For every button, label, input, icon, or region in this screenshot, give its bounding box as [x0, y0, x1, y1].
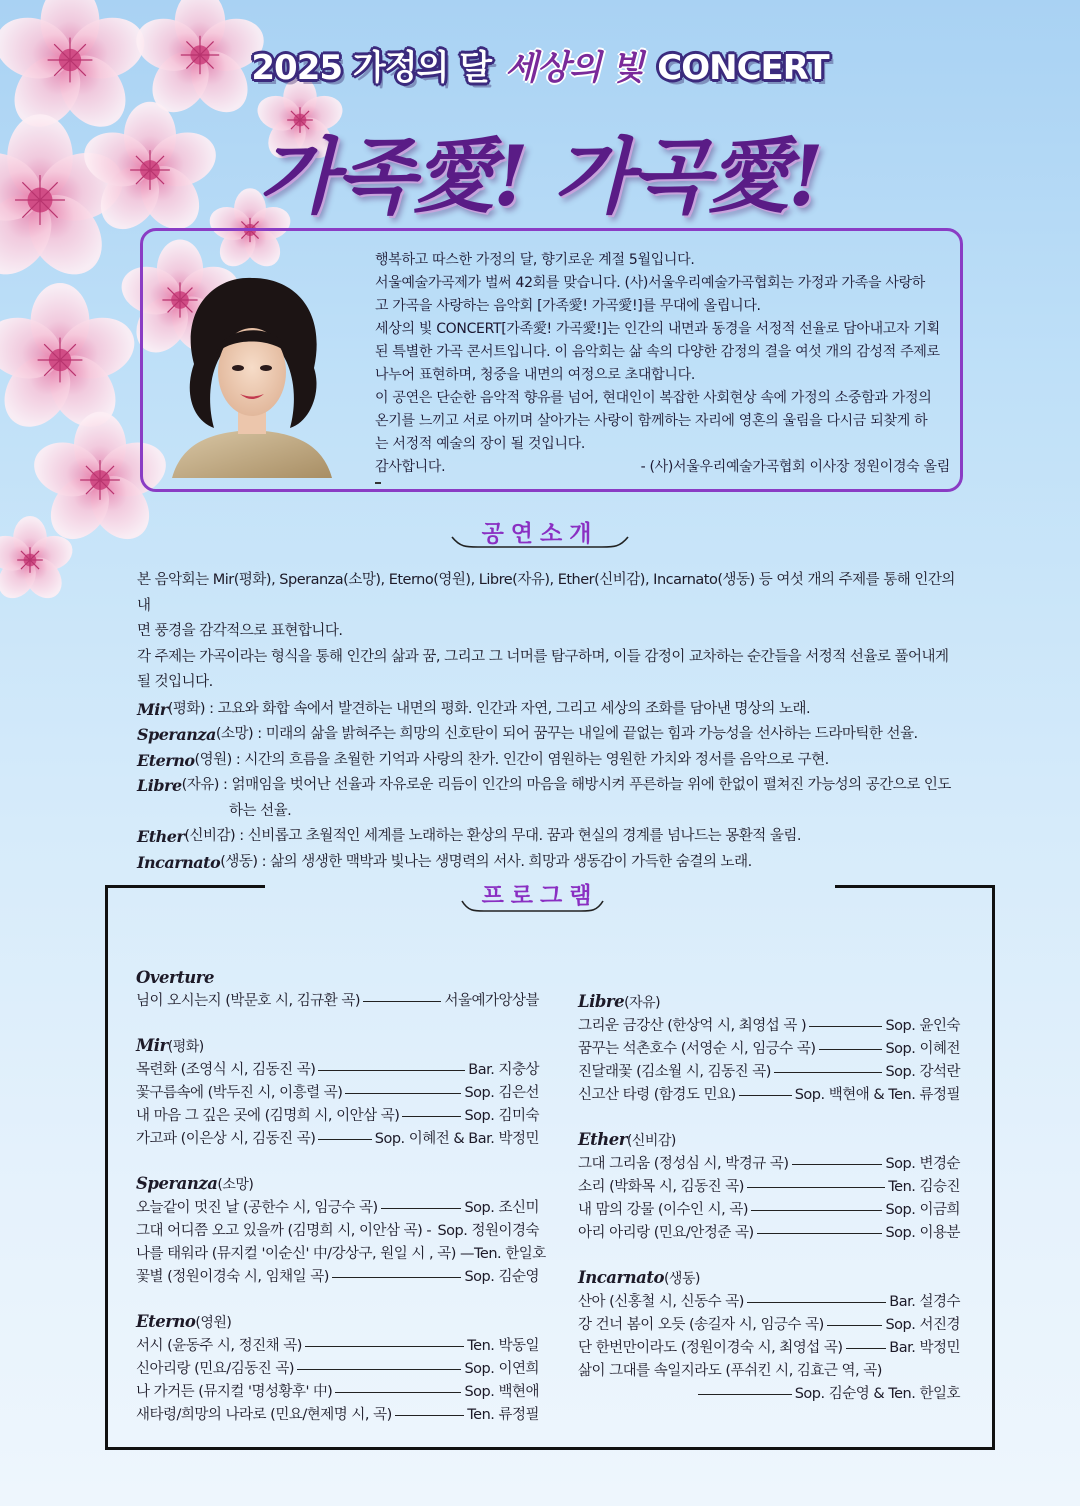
concert-heading: 2025 가정의 달 세상의 빛 CONCERT	[251, 48, 829, 88]
program-group	[578, 990, 960, 1107]
program-group-subtitle: (자유)	[624, 995, 661, 1011]
song-title: 내 맘의 강물 (이수인 시, 곡)	[578, 1202, 749, 1218]
program-group-subtitle: (영원)	[195, 1315, 232, 1331]
performer: Bar. 설경수	[889, 1294, 960, 1310]
song-title: 새타령/희망의 나라로 (민요/현제명 시, 곡)	[136, 1407, 392, 1423]
greeting-line: 나누어 표현하며, 청중을 내면의 여정으로 초대합니다.	[375, 367, 695, 383]
leader-line	[757, 1233, 883, 1234]
program-group-title: Overture	[136, 968, 214, 987]
program-item	[136, 1082, 539, 1105]
song-title: 그대 어디쯤 오고 있을까 (김명희 시, 이안삼 곡) -	[136, 1223, 432, 1239]
song-title: 아리 아리랑 (민요/안정준 곡)	[578, 1225, 754, 1241]
song-title: 그리운 금강산 (한상억 시, 최영섭 곡 )	[578, 1018, 807, 1034]
intro-paragraph: 각 주제는 가곡이라는 형식을 통해 인간의 삶과 꿈, 그리고 그 너머를 탐구하며, 이들 감정이 교차하는 순간들을 서정적 선율로 풀어내게	[137, 648, 949, 665]
signature: - (사)서울우리예술가곡협회 이사장 정원이경숙 올림	[640, 459, 950, 475]
program-group	[136, 1310, 539, 1427]
theme-name: Libre	[137, 776, 182, 795]
leader-line	[363, 1001, 441, 1002]
performer: Ten. 류정필	[467, 1407, 539, 1423]
performer: Sop. 이금희	[885, 1202, 960, 1218]
program-group-title: Speranza(소망)	[136, 1174, 254, 1193]
title-underline-flourish	[450, 533, 630, 551]
leader-line	[792, 1164, 883, 1165]
program-item	[136, 1381, 539, 1404]
performer: Sop. 김순영	[464, 1269, 539, 1285]
theme-line	[137, 697, 967, 723]
performer: Bar. 박정민	[889, 1340, 960, 1356]
performer: Sop. 김은선	[464, 1085, 539, 1101]
performer: Sop. 변경순	[885, 1156, 960, 1172]
program-item	[136, 1128, 539, 1151]
program-item	[136, 1197, 539, 1220]
greeting-line: 서울예술가곡제가 벌써 42회를 맞습니다. (사)서울우리예술가곡협회는 가정과 가족을 사랑하	[375, 275, 926, 291]
theme-line	[137, 722, 967, 748]
leader-line	[846, 1348, 887, 1349]
program-group	[578, 1266, 960, 1406]
program-item	[578, 1222, 960, 1245]
program-group-title: Mir(평화)	[136, 1036, 204, 1055]
song-title: 내 마음 그 깊은 곳에 (김명희 시, 이안삼 곡)	[136, 1108, 400, 1124]
leader-line	[751, 1210, 882, 1211]
portrait-photo	[172, 272, 332, 478]
program-group-title: Libre(자유)	[578, 992, 661, 1011]
program-item	[578, 1383, 960, 1406]
performer: 서울예가앙상블	[444, 993, 539, 1009]
theme-desc: (생동) : 삶의 생생한 맥박과 빛나는 생명력의 서사. 희망과 생동감이 가득한 숨결의 노래.	[220, 853, 752, 870]
intro-paragraph: 면 풍경을 감각적으로 표현합니다.	[137, 623, 343, 639]
program-item	[578, 1337, 960, 1360]
leader-line	[297, 1369, 461, 1370]
program-group-title: Incarnato(생동)	[578, 1268, 700, 1287]
program-group	[578, 1128, 960, 1245]
frame-line	[105, 885, 108, 1450]
program-item	[136, 1335, 539, 1358]
performer: Ten. 한일호	[474, 1246, 546, 1262]
leader-line	[318, 1139, 371, 1140]
leader-line	[747, 1187, 885, 1188]
song-title: 목련화 (조영식 시, 김동진 곡)	[136, 1062, 316, 1078]
greeting-line: 고 가곡을 사랑하는 음악회 [가족愛! 가곡愛!]를 무대에 올립니다.	[375, 298, 761, 314]
song-title: 소리 (박화목 시, 김동진 곡)	[578, 1179, 744, 1195]
leader-line	[747, 1302, 886, 1303]
song-title: 삶이 그대를 속일지라도 (푸쉬킨 시, 김효근 역, 곡)	[578, 1363, 882, 1379]
song-title: 나 가거든 (뮤지컬 '명성황후' 中)	[136, 1384, 333, 1400]
program-group-subtitle: (평화)	[167, 1039, 204, 1055]
leader-line	[402, 1116, 461, 1117]
program-item	[578, 1061, 960, 1084]
performer: Sop. 김순영 & Ten. 한일호	[794, 1386, 960, 1402]
program-left-column	[136, 966, 546, 1448]
leader-line	[698, 1394, 792, 1395]
program-item	[136, 1220, 539, 1243]
program-item	[578, 1314, 960, 1337]
program-group-subtitle: (생동)	[663, 1271, 700, 1287]
program-item	[136, 990, 539, 1013]
program-group	[136, 1034, 539, 1151]
song-title: 신고산 타령 (함경도 민요)	[578, 1087, 736, 1103]
theme-line	[137, 824, 967, 850]
program-group-title: Ether(신비감)	[578, 1130, 676, 1149]
program-item	[136, 1266, 539, 1289]
program-item	[578, 1038, 960, 1061]
theme-desc: (자유) : 얽매임을 벗어난 선율과 자유로운 리듬이 인간의 마음을 해방시켜 푸른하늘 위에 한없이 펼쳐진 가능성의 공간으로 인도	[181, 777, 951, 793]
leader-line	[395, 1415, 465, 1416]
performer: Ten. 김승진	[888, 1179, 960, 1195]
leader-line	[345, 1093, 461, 1094]
performer: Sop. 서진경	[885, 1317, 960, 1333]
song-title: 단 한번만이라도 (정원이경숙 시, 최영섭 곡)	[578, 1340, 843, 1356]
closing-text: 감사합니다.	[375, 459, 446, 475]
theme-name: Mir	[137, 699, 168, 719]
performer: Sop. 이연희	[464, 1361, 539, 1377]
leader-line	[305, 1346, 464, 1347]
theme-name: Incarnato	[137, 852, 221, 872]
leader-line	[827, 1325, 883, 1326]
title-underline-flourish	[460, 897, 605, 915]
program-item	[136, 1404, 539, 1427]
greeting-line: 행복하고 따스한 가정의 달, 향기로운 계절 5월입니다.	[375, 252, 695, 268]
greeting-line: 이 공연은 단순한 음악적 향유를 넘어, 현대인이 복잡한 사회현상 속에 가정의 소중함과 가정의	[375, 390, 932, 406]
song-title: 가고파 (이은상 시, 김동진 곡)	[136, 1131, 316, 1147]
theme-name: Speranza	[137, 725, 216, 744]
program-item	[578, 1153, 960, 1176]
performer: Sop. 강석란	[885, 1064, 960, 1080]
performer: Sop. 백현애 & Ten. 류정필	[794, 1087, 960, 1103]
song-title: 꿈꾸는 석촌호수 (서영순 시, 임긍수 곡)	[578, 1041, 816, 1057]
performer: Sop. 김미숙	[464, 1108, 539, 1124]
greeting-message	[375, 249, 950, 479]
performer: Bar. 지충상	[468, 1062, 539, 1078]
song-title: 꽃구름속에 (박두진 시, 이흥렬 곡)	[136, 1085, 343, 1101]
theme-line	[137, 850, 967, 876]
leader-line	[809, 1026, 882, 1027]
theme-name: Ether	[137, 827, 185, 846]
song-title: 신아리랑 (민요/김동진 곡)	[136, 1361, 294, 1377]
leader-line	[318, 1070, 465, 1071]
song-title: 강 건너 봄이 오듯 (송길자 시, 임긍수 곡)	[578, 1317, 824, 1333]
song-title: 서시 (윤동주 시, 정진채 곡)	[136, 1338, 302, 1354]
program-item	[578, 1176, 960, 1199]
theme-desc: (신비감) : 신비롭고 초월적인 세계를 노래하는 환상의 무대. 꿈과 현실의 경계를 넘나드는 몽환적 울림.	[184, 828, 801, 844]
program-item	[578, 1015, 960, 1038]
song-title: 나를 태워라 (뮤지컬 '이순신' 中/강상구, 원일 시 , 곡) —	[136, 1246, 474, 1262]
program-item	[578, 1360, 960, 1383]
program-item	[578, 1199, 960, 1222]
leader-line	[335, 1392, 461, 1393]
dash-mark	[375, 482, 381, 484]
program-item	[136, 1059, 539, 1082]
program-right-column	[578, 990, 960, 1427]
song-title: 그대 그리움 (정성심 시, 박경규 곡)	[578, 1156, 789, 1172]
program-group-subtitle: (소망)	[217, 1177, 254, 1193]
leader-line	[819, 1049, 883, 1050]
program-section-title: 프로그램	[481, 883, 599, 909]
song-title: 진달래꽃 (김소월 시, 김동진 곡)	[578, 1064, 771, 1080]
theme-line	[137, 773, 967, 799]
program-item	[136, 1243, 546, 1266]
performer: Sop. 이용분	[885, 1225, 960, 1241]
performer: Ten. 박동일	[467, 1338, 539, 1354]
greeting-line: 세상의 빛 CONCERT[가족愛! 가곡愛!]는 인간의 내면과 동경을 서정적 선율로 담아내고자 기획	[375, 321, 940, 337]
song-title: 산아 (신홍철 시, 신동수 곡)	[578, 1294, 744, 1310]
performer: Sop. 조신미	[464, 1200, 539, 1216]
song-title: 꽃별 (정원이경숙 시, 임채일 곡)	[136, 1269, 329, 1285]
intro-section-title: 공연소개	[481, 521, 599, 547]
greeting-line: 온기를 느끼고 서로 아끼며 살아가는 사랑이 함께하는 자리에 영혼의 울림을 다시금 되찾게 하	[375, 413, 928, 429]
program-item	[578, 1084, 960, 1107]
theme-desc-continued: 하는 선율.	[229, 802, 292, 819]
theme-desc: (소망) : 미래의 삶을 밝혀주는 희망의 신호탄이 되어 꿈꾸는 내일에 끝없는 힘과 가능성을 선사하는 드라마틱한 선율.	[215, 726, 918, 742]
performer: Sop. 이혜전 & Bar. 박정민	[374, 1131, 539, 1147]
leader-line	[332, 1277, 462, 1278]
main-title: 가족愛! 가곡愛!	[258, 129, 822, 225]
program-item	[136, 1358, 539, 1381]
song-title: 오늘같이 멋진 날 (공한수 시, 임긍수 곡)	[136, 1200, 378, 1216]
leader-line	[774, 1072, 883, 1073]
theme-desc: (평화) : 고요와 화합 속에서 발견하는 내면의 평화. 인간과 자연, 그리고 세상의 조화를 담아낸 명상의 노래.	[167, 700, 811, 717]
program-group-title: Eterno(영원)	[136, 1312, 232, 1331]
performer: Sop. 정원이경숙	[437, 1223, 539, 1239]
program-item	[136, 1105, 539, 1128]
frame-line	[992, 885, 995, 1450]
greeting-line: 는 서정적 예술의 장이 될 것입니다.	[375, 436, 586, 452]
intro-paragraph: 될 것입니다.	[137, 674, 213, 690]
greeting-line: 된 특별한 가곡 콘서트입니다. 이 음악회는 삶 속의 다양한 감정의 결을 여섯 개의 감성적 주제로	[375, 344, 940, 360]
leader-line	[739, 1095, 792, 1096]
song-title: 님이 오시는지 (박문호 시, 김규환 곡)	[136, 993, 361, 1009]
theme-desc: (영원) : 시간의 흐름을 초월한 기억과 사랑의 찬가. 인간이 염원하는 영원한 가치와 정서를 음악으로 구현.	[194, 751, 829, 768]
blossom-flower	[0, 283, 142, 440]
program-group	[136, 1172, 546, 1289]
performer: Sop. 윤인숙	[885, 1018, 960, 1034]
leader-line	[381, 1208, 462, 1209]
theme-line	[137, 748, 967, 774]
program-group	[136, 966, 539, 1013]
program-item	[578, 1291, 960, 1314]
theme-name: Eterno	[137, 750, 195, 770]
program-group-subtitle: (신비감)	[626, 1133, 676, 1149]
performer: Sop. 백현애	[464, 1384, 539, 1400]
performer: Sop. 이혜전	[885, 1041, 960, 1057]
intro-text	[137, 568, 967, 875]
intro-paragraph: 본 음악회는 Mir(평화), Speranza(소망), Eterno(영원), Libre(자유), Ether(신비감), Incarnato(생동) 등 여섯 개의 주제를 통해 인간의 내	[137, 572, 955, 614]
